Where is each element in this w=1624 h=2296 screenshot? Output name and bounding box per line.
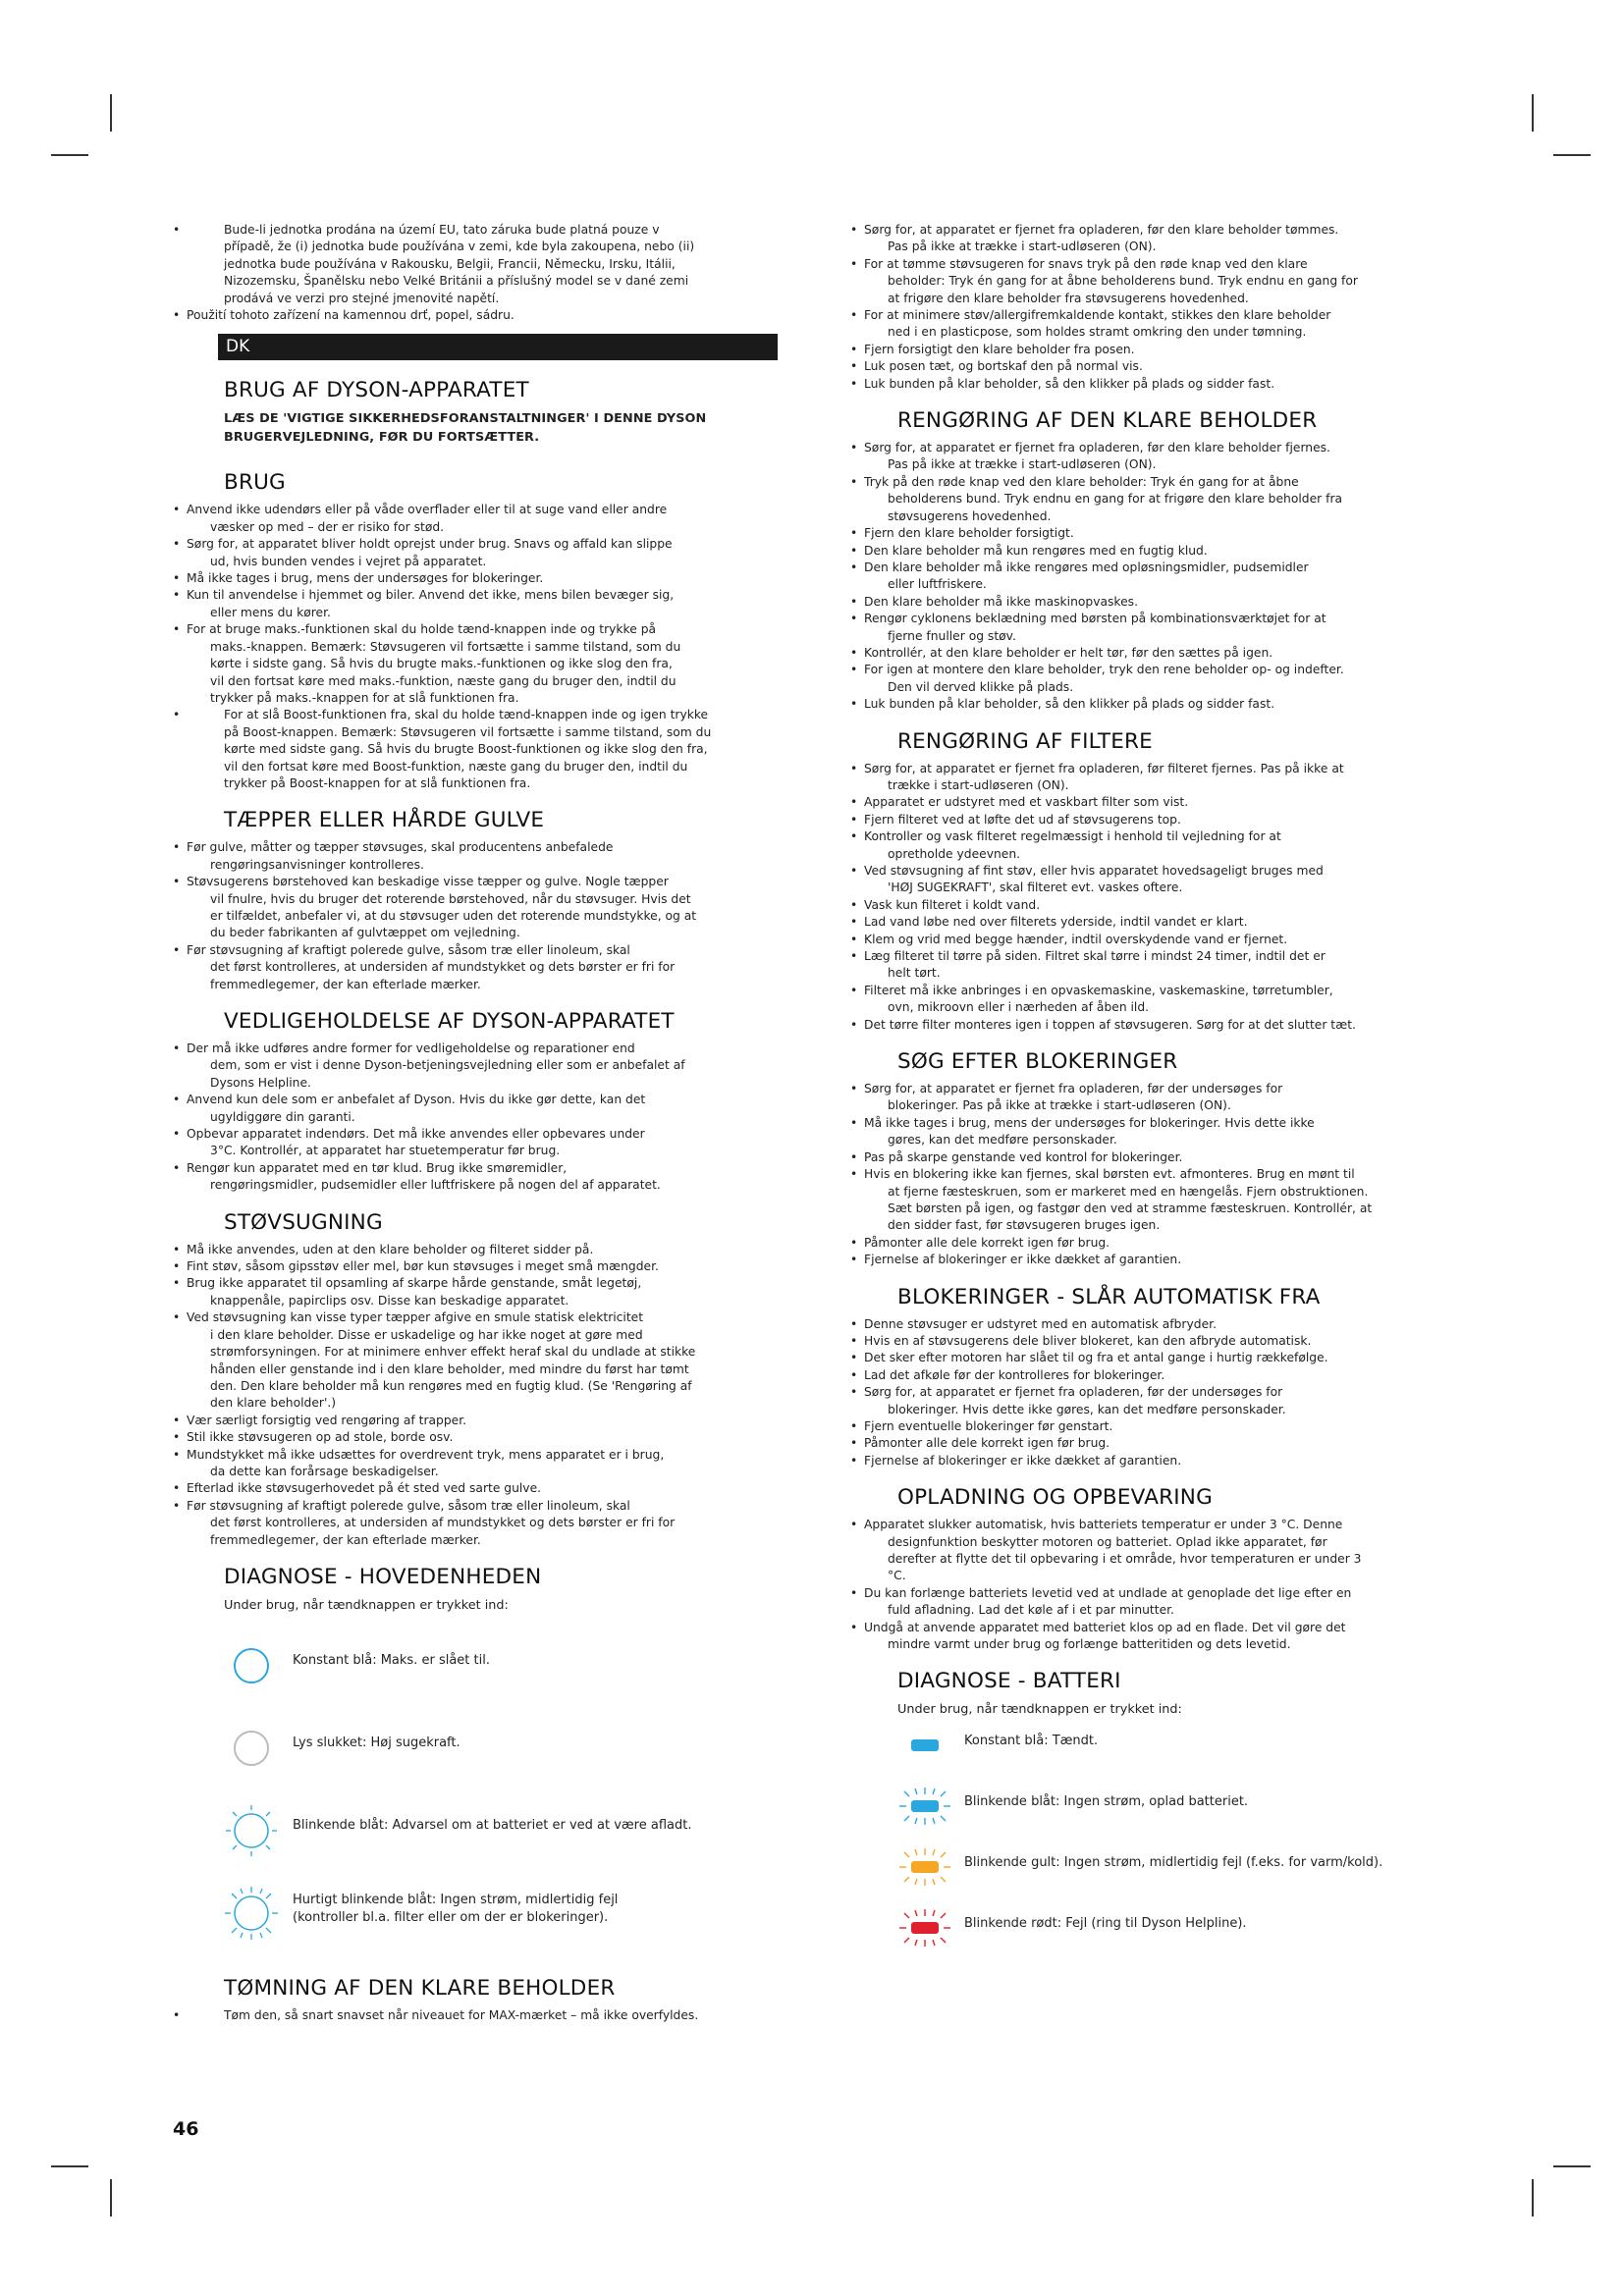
diag-row-fast-blink-blue [224,1876,778,1958]
line: Kontrollér, at den klare beholder er helt tør, før den sættes på igen. [864,645,1273,660]
line: blokeringer. Pas på ikke at trække i start-udløseren (ON). [888,1098,1231,1113]
line: Ved støvsugning kan visse typer tæpper afgive en smule statisk elektricitet [187,1310,644,1325]
diag-row-blink-blue [224,1793,778,1876]
line: For at minimere støv/allergifremkaldende kontakt, stikkes den klare beholder [864,308,1331,323]
list-item [850,611,1455,645]
section-heading-blokeringer-auto: BLOKERINGER - SLÅR AUTOMATISK FRA [897,1284,1321,1309]
line: Dysons Helpline. [210,1075,311,1090]
line: Må ikke tages i brug, mens der undersøges for blokeringer. [187,571,544,586]
line: er tilfældet, anbefaler vi, at du støvsuger uden det roterende mundstykke, og at [210,908,697,923]
diag-text: Blinkende gult: Ingen strøm, midlertidig fejl (f.eks. for varm/kold). [964,1855,1383,1871]
line: den sidder fast, før støvsugeren bruges igen. [888,1218,1161,1233]
line: ned i en plasticpose, som holdes stramt omkring den under tømning. [888,325,1307,340]
line: Sørg for, at apparatet er fjernet fra opladeren, før der undersøges for [864,1082,1283,1096]
line: Sørg for, at apparatet bliver holdt oprejst under brug. Snavs og affald kan slippe [187,537,673,552]
list-item [850,307,1455,342]
list-item [173,1498,778,1549]
line: Kontroller og vask filteret regelmæssigt i henhold til vejledning for at [864,829,1281,844]
list-item [173,587,778,621]
crop-mark-tr-h [1553,154,1591,156]
line: rengøringsmidler, pudsemidler eller luftfriskere på nogen del af apparatet. [210,1178,661,1193]
crop-mark-tl-h [51,154,88,156]
line: Filteret må ikke anbringes i en opvaskemaskine, vaskemaskine, tørretumbler, [864,983,1333,997]
line: Støvsugerens børstehoved kan beskadige visse tæpper og gulve. Nogle tæpper [187,875,669,889]
list-item [850,645,1455,662]
line: Læg filteret til tørre på siden. Filtret skal tørre i mindst 24 timer, indtil det er [864,949,1326,964]
list-item [173,1160,778,1195]
list-item [850,863,1455,897]
language-tag-bar: DK [218,334,778,360]
diag-text: Konstant blå: Maks. er slået til. [293,1652,490,1668]
line: ugyldiggøre din garanti. [210,1109,355,1124]
list-item [173,502,778,536]
blue-ring-icon [224,1638,279,1693]
line: mindre varmt under brug og forlænge batteritiden og dets levetid. [888,1637,1291,1652]
line: Stil ikke støvsugeren op ad stole, borde osv. [187,1430,454,1445]
list-item [173,1258,778,1275]
line: i den klare beholder. Disse er uskadelige og har ikke noget at gøre med [210,1327,643,1342]
list-item [850,1418,1455,1435]
line: případě, že (i) jednotka bude používána v zemi, kde byla zakoupena, nebo (ii) [224,240,695,254]
line: hånden eller genstande ind i den klare beholder, med mindre du først har tømt [210,1362,689,1376]
line: prodává ve verzi pro stejné jmenovité napětí. [224,291,500,305]
list-item [850,525,1455,542]
blok-list [850,1316,1455,1470]
line: Den klare beholder må ikke maskinopvaskes. [864,594,1138,609]
bat-row-blink-blue [897,1780,1455,1841]
list-item [850,1081,1455,1115]
line: Der må ikke udføres andre former for vedligeholdelse og reparationer end [187,1041,635,1055]
line: den klare beholder'.) [210,1396,337,1411]
list-item [173,1126,778,1160]
list-item [850,1367,1455,1384]
list-item [850,1384,1455,1418]
list-item [173,536,778,570]
list-item [850,543,1455,560]
vedlige-list [173,1041,778,1195]
brug-list [173,502,778,792]
line: Lad det afkøle før der kontrolleres for blokeringer. [864,1367,1165,1382]
line: det først kontrolleres, at undersiden af mundstykket og dets børster er fri for [210,960,676,975]
fast-blinking-blue-ring-icon [224,1886,279,1941]
line: vil den fortsat køre med Boost-funktion, næste gang du bruger den, indtil du [224,759,688,774]
line: Det sker efter motoren har slået til og fra et antal gange i hurtig rækkefølge. [864,1351,1328,1365]
line: °C. [888,1569,906,1583]
crop-mark-br-h [1553,2165,1591,2167]
section-heading-vedligeholdelse: VEDLIGEHOLDELSE AF DYSON-APPARATET [224,1009,675,1034]
line: Anvend kun dele som er anbefalet af Dyson. Hvis du ikke gør dette, kan det [187,1093,646,1107]
line: ud, hvis bunden vendes i vejret på apparatet. [210,554,487,568]
line: strømforsyningen. For at minimere enhver effekt heraf skal du undlade at stikke [210,1345,696,1360]
list-item [850,932,1455,948]
list-item [850,1517,1455,1585]
line: den. Den klare beholder må kun rengøres med en fugtig klud. (Se 'Rengøring af [210,1378,692,1393]
section-heading-rengoring-filtere: RENGØRING AF FILTERE [897,728,1153,754]
list-item [173,1309,778,1412]
line: Fjern den klare beholder forsigtigt. [864,526,1074,541]
line: vil fnulre, hvis du bruger det roterende børstehoved, når du støvsuger. Hvis det [210,891,691,906]
line: rengøringsanvisninger kontrolleres. [210,857,424,872]
line: maks.-knappen. Bemærk: Støvsugeren vil fortsætte i samme tilstand, som du [210,639,681,654]
list-item [173,839,778,874]
line: For at tømme støvsugeren for snavs tryk på den røde knap ved den klare [864,256,1308,271]
line: Sørg for, at apparatet er fjernet fra opladeren, før den klare beholder fjernes. [864,441,1330,455]
list-item [850,914,1455,931]
page-number: 46 [173,2118,199,2140]
line: Vær særligt forsigtig ved rengøring af trapper. [187,1413,467,1427]
line: beholderens bund. Tryk endnu en gang for at frigøre den klare beholder fra [888,492,1343,507]
line: trække i start-udløseren (ON). [888,777,1069,792]
line: Fjern eventuelle blokeringer før genstart. [864,1418,1113,1433]
line: Rengør cyklonens beklædning med børsten på kombinationsværktøjet for at [864,612,1326,626]
diagnose-lead: Under brug, når tændknappen er trykket ind: [897,1702,1182,1718]
list-item [850,222,1455,256]
line: Må ikke anvendes, uden at den klare beholder og filteret sidder på. [187,1242,594,1256]
line: støvsugerens hovedenhed. [888,508,1052,523]
line: Pas på ikke at trække i start-udløseren (ON). [888,240,1157,254]
diagnose-lead: Under brug, når tændknappen er trykket ind: [224,1597,509,1613]
line: Undgå at anvende apparatet med batteriet klos op ad en flade. Det vil gøre det [864,1620,1346,1634]
section-heading-sog-blokeringer: SØG EFTER BLOKERINGER [897,1049,1178,1075]
grey-ring-icon [224,1721,279,1776]
section-heading-diagnose-batteri: DIAGNOSE - BATTERI [897,1669,1121,1694]
line: Brug ikke apparatet til opsamling af skarpe hårde genstande, småt legetøj, [187,1276,642,1291]
list-item [850,1333,1455,1350]
list-item [850,1252,1455,1268]
line: BRUGERVEJLEDNING, FØR DU FORTSÆTTER. [224,430,540,446]
line: Den vil derved klikke på plads. [888,679,1074,694]
line: vil den fortsat køre med maks.-funktion, næste gang du bruger den, indtil du [210,673,677,688]
list-item [850,1585,1455,1620]
line: at frigøre den klare beholder fra støvsugerens hovedenhed. [888,291,1249,305]
section-heading-opladning: OPLADNING OG OPBEVARING [897,1485,1213,1511]
list-item [173,1429,778,1446]
list-item [173,1480,778,1497]
battery-solid-blue-icon [897,1723,952,1768]
line: 'HØJ SUGEKRAFT', skal filteret evt. vaskes oftere. [888,881,1183,895]
list-item [850,1316,1455,1333]
line: Fjernelse af blokeringer er ikke dækket af garantien. [864,1253,1182,1267]
list-item [850,440,1455,474]
list-item [850,1350,1455,1366]
rengoring-beholder-list [850,440,1455,714]
list-item [850,1149,1455,1166]
line: Kun til anvendelse i hjemmet og biler. Anvend det ikke, mens bilen bevæger sig, [187,588,675,603]
line: Må ikke tages i brug, mens der undersøges for blokeringer. Hvis dette ikke [864,1115,1315,1130]
list-item [173,874,778,942]
line: fremmedlegemer, der kan efterlade mærker. [210,977,481,991]
list-item [850,594,1455,611]
list-item [850,342,1455,358]
line: 3°C. Kontrollér, at apparatet har stuetemperatur før brug. [210,1144,561,1158]
line: eller luftfriskere. [888,577,987,592]
list-item [850,828,1455,863]
line: Tøm den, så snart snavset når niveauet for MAX-mærket – må ikke overfyldes. [224,2007,699,2022]
diag-text: Blinkende blåt: Ingen strøm, oplad batteriet. [964,1794,1249,1810]
diag-text [293,1892,618,1927]
text-block [224,222,778,307]
list-item [850,1620,1455,1654]
list-item [850,474,1455,525]
line: Efterlad ikke støvsugerhovedet på ét sted ved sarte gulve. [187,1481,542,1496]
line: Vask kun filteret i koldt vand. [864,897,1041,912]
line: Opbevar apparatet indendørs. Det må ikke anvendes eller opbevares under [187,1127,645,1142]
line: Fjern filteret ved at løfte det ud af støvsugerens top. [864,812,1181,827]
line: helt tørt. [888,966,941,981]
list-item [173,1413,778,1429]
line: Luk bunden på klar beholder, så den klikker på plads og sidder fast. [864,697,1275,712]
caps-notice [224,409,778,447]
battery-blinking-red-icon [897,1905,952,1950]
line: Fint støv, såsom gipsstøv eller mel, bør kun støvsuges i meget små mængder. [187,1259,659,1274]
line: opretholde ydeevnen. [888,846,1021,861]
line: derefter at flytte det til opbevaring i et område, hvor temperaturen er under 3 [888,1552,1362,1566]
line: Luk posen tæt, og bortskaf den på normal vis. [864,359,1143,374]
list-item [173,222,778,307]
right-column [850,222,1455,1962]
stov-list [173,1242,778,1549]
diag-text: Konstant blå: Tændt. [964,1734,1099,1749]
line: Použití tohoto zařízení na kamennou drť, popel, sádru. [187,308,514,323]
bat-row-blink-yellow [897,1841,1455,1901]
diag-row-solid-blue [224,1629,778,1711]
line: Rengør kun apparatet med en tør klud. Brug ikke smøremidler, [187,1160,568,1175]
section-heading-rengoring-beholder: RENGØRING AF DEN KLARE BEHOLDER [897,408,1318,434]
list-item [850,794,1455,811]
section-heading-brug-af: BRUG AF DYSON-APPARATET [224,378,529,403]
line: kørte i sidste gang. Så hvis du brugte maks.-funktionen og ikke slog den fra, [210,657,673,671]
line: fremmedlegemer, der kan efterlade mærker. [210,1532,481,1547]
crop-mark-br-v [1532,2179,1534,2216]
tomning-list [173,2007,778,2024]
intro-list [173,222,778,324]
list-item [173,307,778,324]
diag-row-off [224,1711,778,1793]
line: Apparatet slukker automatisk, hvis batteriets temperatur er under 3 °C. Denne [864,1518,1343,1532]
list-item [850,256,1455,307]
line: Hurtigt blinkende blåt: Ingen strøm, midlertidig fejl [293,1892,619,1907]
list-item [850,948,1455,983]
line: væsker op med – der er risiko for stød. [210,519,445,534]
section-heading-tomning: TØMNING AF DEN KLARE BEHOLDER [224,1975,616,2001]
line: Luk bunden på klar beholder, så den klikker på plads og sidder fast. [864,376,1275,391]
list-item [173,942,778,993]
list-item [850,560,1455,594]
list-item [850,812,1455,828]
line: Den klare beholder må ikke rengøres med opløsningsmidler, pudsemidler [864,560,1309,574]
list-item [173,1447,778,1481]
line: Sørg for, at apparatet er fjernet fra opladeren, før der undersøges for [864,1385,1283,1400]
line: da dette kan forårsage beskadigelser. [210,1464,439,1478]
line: knappenåle, papirclips osv. Disse kan beskadige apparatet. [210,1293,569,1308]
bat-row-blink-red [897,1901,1455,1962]
blinking-blue-ring-icon [224,1803,279,1858]
line: Mundstykket må ikke udsættes for overdrevent tryk, mens apparatet er i brug, [187,1447,665,1462]
list-item [173,570,778,587]
line: dem, som er vist i denne Dyson-betjeningsvejledning eller som er anbefalet af [210,1058,685,1073]
tomning-cont-list [850,222,1455,393]
list-item [173,2007,778,2024]
list-item [850,1453,1455,1469]
crop-mark-tr-v [1532,94,1534,132]
line: på Boost-knappen. Bemærk: Støvsugeren vil fortsætte i samme tilstand, som du [224,724,712,739]
list-item [850,1235,1455,1252]
line: ovn, mikroovn eller i nærheden af åben ild. [888,1000,1150,1015]
crop-mark-bl-h [51,2165,88,2167]
line: For at bruge maks.-funktionen skal du holde tænd-knappen inde og trykke på [187,622,657,637]
list-item [850,358,1455,375]
sog-list [850,1081,1455,1268]
line: Anvend ikke udendørs eller på våde overflader eller til at suge vand eller andre [187,503,668,517]
line: Du kan forlænge batteriets levetid ved at undlade at genoplade det lige efter en [864,1585,1352,1600]
list-item [850,696,1455,713]
line: jednotka bude používána v Rakousku, Belgii, Francii, Německu, Irsku, Itálii, [224,256,676,271]
line: LÆS DE 'VIGTIGE SIKKERHEDSFORANSTALTNINGER' I DENNE DYSON [224,411,707,427]
crop-mark-tl-v [110,94,112,132]
list-item [173,621,778,707]
line: Bude-li jednotka prodána na území EU, tato záruka bude platná pouze v [224,223,660,237]
line: kørte med sidste gang. Så hvis du brugte Boost-funktionen og ikke slog den fra, [224,742,708,757]
list-item [850,897,1455,914]
line: gøres, kan det medføre personskader. [888,1133,1117,1148]
diag-text: Lys slukket: Høj sugekraft. [293,1735,460,1750]
line: trykker på maks.-knappen for at slå funktionen fra. [210,690,519,705]
line: beholder: Tryk én gang for at åbne beholderens bund. Tryk endnu en gang for [888,274,1358,289]
list-item [850,761,1455,795]
line: Ved støvsugning af fint støv, eller hvis apparatet hovedsageligt bruges med [864,864,1324,878]
list-item [173,1041,778,1092]
rengoring-filtere-list [850,761,1455,1035]
list-item [850,1166,1455,1235]
line: Hvis en blokering ikke kan fjernes, skal børsten evt. afmonteres. Brug en mønt til [864,1167,1355,1182]
line: Sæt børsten på igen, og fastgør den ved at stramme fæsteskruen. Kontrollér, at [888,1201,1373,1215]
list-item [850,1017,1455,1034]
line: Apparatet er udstyret med et vaskbart filter som vist. [864,795,1189,810]
line: Denne støvsuger er udstyret med en automatisk afbryder. [864,1316,1217,1331]
list-item [173,1275,778,1309]
list-item [850,662,1455,696]
line: trykker på Boost-knappen for at slå funktionen fra. [224,775,531,790]
line: blokeringer. Hvis dette ikke gøres, kan det medføre personskader. [888,1402,1286,1416]
line: Tryk på den røde knap ved den klare beholder: Tryk én gang for at åbne [864,474,1299,489]
section-heading-brug: BRUG [224,470,286,496]
line: Påmonter alle dele korrekt igen før brug. [864,1436,1110,1451]
battery-blinking-blue-icon [897,1784,952,1829]
oplad-list [850,1517,1455,1653]
crop-mark-bl-v [110,2179,112,2216]
line: det først kontrolleres, at undersiden af mundstykket og dets børster er fri for [210,1516,676,1530]
line: at fjerne fæsteskruen, som er markeret med en hængelås. Fjern obstruktionen. [888,1184,1369,1199]
list-item [850,983,1455,1017]
line: Påmonter alle dele korrekt igen før brug. [864,1235,1110,1250]
line: Klem og vrid med begge hænder, indtil overskydende vand er fjernet. [864,932,1288,946]
line: Sørg for, at apparatet er fjernet fra opladeren, før filteret fjernes. Pas på ikke at [864,761,1344,775]
line: Før gulve, måtter og tæpper støvsuges, skal producentens anbefalede [187,840,614,855]
line: For at slå Boost-funktionen fra, skal du holde tænd-knappen inde og igen trykke [224,708,709,722]
list-item [173,1092,778,1126]
list-item [173,1242,778,1258]
list-item [850,1115,1455,1149]
line: eller mens du kører. [210,605,331,619]
line: Lad vand løbe ned over filterets yderside, indtil vandet er klart. [864,915,1248,930]
line: Det tørre filter monteres igen i toppen af støvsugeren. Sørg for at det slutter tæt. [864,1017,1356,1032]
left-column [173,222,778,2024]
line: Nizozemsku, Španělsku nebo Velké Británii a příslušný model se v dané zemi [224,274,689,289]
line: Før støvsugning af kraftigt polerede gulve, såsom træ eller linoleum, skal [187,942,630,957]
taepper-list [173,839,778,993]
section-heading-diagnose-hovedenhed: DIAGNOSE - HOVEDENHEDEN [224,1564,542,1589]
battery-blinking-yellow-icon [897,1844,952,1890]
diag-text: Blinkende rødt: Fejl (ring til Dyson Helpline). [964,1916,1247,1932]
line: fjerne fnuller og støv. [888,628,1016,643]
section-heading-taepper: TÆPPER ELLER HÅRDE GULVE [224,808,545,833]
list-item [173,707,778,792]
line: Hvis en af støvsugerens dele bliver blokeret, kan den afbryde automatisk. [864,1333,1312,1348]
line: Fjern forsigtigt den klare beholder fra posen. [864,342,1135,356]
line: Fjernelse af blokeringer er ikke dækket af garantien. [864,1453,1182,1468]
line: Pas på ikke at trække i start-udløseren (ON). [888,457,1157,472]
line: Pas på skarpe genstande ved kontrol for blokeringer. [864,1149,1183,1164]
line: Sørg for, at apparatet er fjernet fra opladeren, før den klare beholder tømmes. [864,223,1339,237]
bat-row-solid-blue [897,1719,1455,1780]
section-heading-stovsugning: STØVSUGNING [224,1209,383,1235]
list-item [850,376,1455,393]
line: du beder fabrikanten af gulvtæppet om vejledning. [210,926,520,940]
line: (kontroller bl.a. filter eller om der er blokeringer). [293,1909,609,1925]
line: For igen at montere den klare beholder, tryk den rene beholder op- og indefter. [864,663,1344,677]
diag-text: Blinkende blåt: Advarsel om at batteriet er ved at være afladt. [293,1817,692,1833]
line: fuld afladning. Lad det køle af i et par minutter. [888,1603,1174,1618]
list-item [850,1435,1455,1452]
line: Den klare beholder må kun rengøres med en fugtig klud. [864,543,1208,558]
line: Før støvsugning af kraftigt polerede gulve, såsom træ eller linoleum, skal [187,1498,630,1513]
line: designfunktion beskytter motoren og batteriet. Oplad ikke apparatet, før [888,1534,1327,1549]
